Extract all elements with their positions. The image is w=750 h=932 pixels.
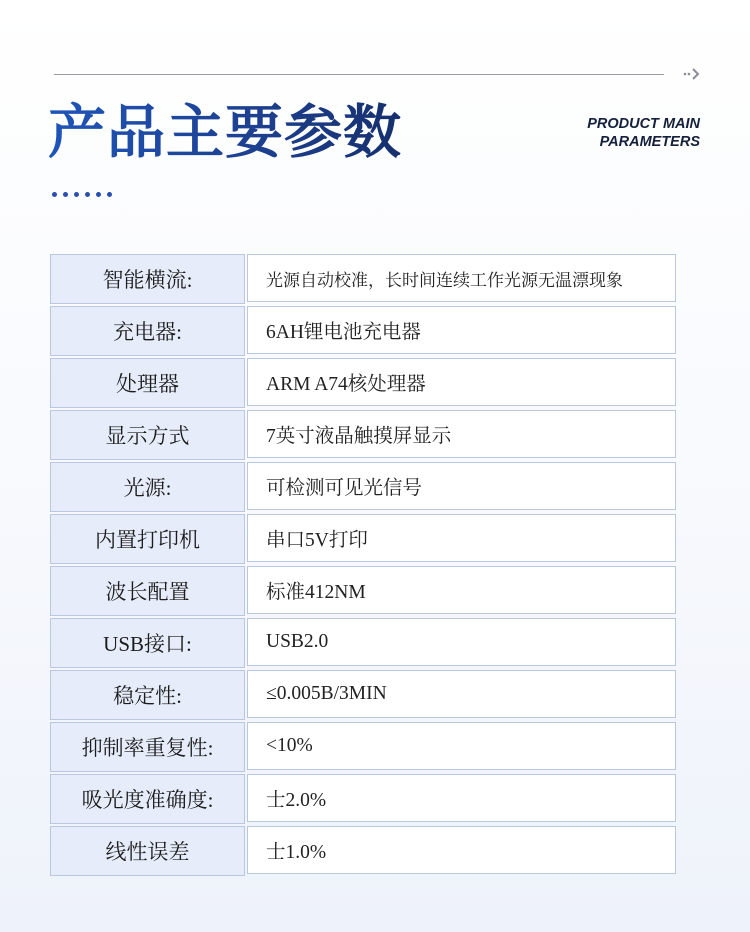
dot bbox=[85, 192, 90, 197]
spec-value: ≤0.005B/3MIN bbox=[247, 670, 676, 718]
spec-label: 充电器: bbox=[50, 306, 245, 356]
spec-row bbox=[50, 410, 681, 460]
spec-label: 光源: bbox=[50, 462, 245, 512]
spec-label: 智能横流: bbox=[50, 254, 245, 304]
spec-row bbox=[50, 670, 681, 720]
english-subtitle bbox=[587, 115, 700, 151]
spec-value: 串口5V打印 bbox=[247, 514, 676, 562]
spec-row bbox=[50, 462, 681, 512]
spec-value: ARM A74核处理器 bbox=[247, 358, 676, 406]
spec-row bbox=[50, 254, 681, 304]
spec-value: 标准412NM bbox=[247, 566, 676, 614]
subtitle-line-2: PARAMETERS bbox=[599, 134, 700, 150]
subtitle-line-1: PRODUCT MAIN bbox=[587, 116, 700, 132]
spec-label: 内置打印机 bbox=[50, 514, 245, 564]
chevron-right-icon bbox=[682, 64, 702, 84]
page-title: 产品主要参数 bbox=[48, 98, 403, 166]
spec-value: 士1.0% bbox=[247, 826, 676, 874]
spec-row bbox=[50, 358, 681, 408]
spec-row bbox=[50, 618, 681, 668]
spec-row bbox=[50, 774, 681, 824]
spec-value: 光源自动校准，长时间连续工作光源无温漂现象 bbox=[247, 254, 676, 302]
spec-table bbox=[50, 254, 681, 878]
spec-value: USB2.0 bbox=[247, 618, 676, 666]
spec-row bbox=[50, 306, 681, 356]
spec-row bbox=[50, 514, 681, 564]
spec-row bbox=[50, 826, 681, 876]
spec-label: 线性误差 bbox=[50, 826, 245, 876]
spec-value: 7英寸液晶触摸屏显示 bbox=[247, 410, 676, 458]
spec-value: 士2.0% bbox=[247, 774, 676, 822]
spec-label: 稳定性: bbox=[50, 670, 245, 720]
decorative-dots bbox=[52, 192, 112, 197]
spec-label: 波长配置 bbox=[50, 566, 245, 616]
spec-row bbox=[50, 722, 681, 772]
spec-label: 处理器 bbox=[50, 358, 245, 408]
spec-label: 显示方式 bbox=[50, 410, 245, 460]
dot bbox=[107, 192, 112, 197]
spec-row bbox=[50, 566, 681, 616]
dot bbox=[52, 192, 57, 197]
dot bbox=[96, 192, 101, 197]
dot bbox=[63, 192, 68, 197]
spec-label: 抑制率重复性: bbox=[50, 722, 245, 772]
spec-value: 可检测可见光信号 bbox=[247, 462, 676, 510]
dot bbox=[74, 192, 79, 197]
spec-value: <10% bbox=[247, 722, 676, 770]
spec-value: 6AH锂电池充电器 bbox=[247, 306, 676, 354]
header-divider bbox=[54, 74, 664, 75]
spec-label: 吸光度准确度: bbox=[50, 774, 245, 824]
spec-label: USB接口: bbox=[50, 618, 245, 668]
